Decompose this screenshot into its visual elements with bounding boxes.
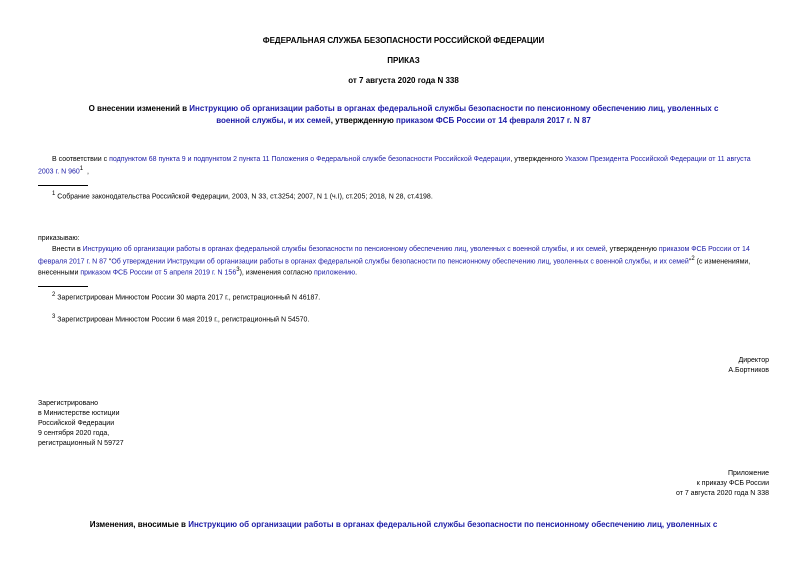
footnote-2: [52, 292, 320, 301]
order-amendment-link[interactable]: приказом ФСБ России от 5 апреля 2019 г. N 156: [80, 269, 237, 277]
registration-line1: Зарегистрировано: [38, 400, 98, 407]
registration-line5: регистрационный N 59727: [38, 440, 124, 447]
order-text3: ": [106, 258, 112, 266]
footnote-text-3: Зарегистрирован Минюстом России 6 мая 2019 г., регистрационный N 54570.: [57, 316, 310, 324]
changes-title-prefix: Изменения, вносимые в: [89, 520, 189, 529]
changes-instruction-link[interactable]: Инструкцию об организации работы в органах федеральной службы безопасности по пенсионному обеспечению лиц, уволенных с: [188, 520, 718, 529]
footnote-ref-3[interactable]: 3: [236, 267, 240, 273]
appendix-line1: Приложение: [727, 470, 769, 477]
order-text8: .: [355, 269, 358, 277]
order-line3: [38, 267, 357, 276]
doc-title: [0, 104, 807, 113]
title-order-link[interactable]: приказом ФСБ России от 14 февраля 2017 г. N 87: [396, 116, 591, 125]
footnote-3: [52, 314, 309, 323]
appendix-line3: от 7 августа 2020 года N 338: [675, 490, 769, 497]
order-text6: внесенными: [38, 269, 81, 277]
registration-line3: Российской Федерации: [38, 420, 115, 427]
title-instruction-link-cont[interactable]: военной службы, и их семей: [216, 116, 331, 125]
doc-type: ПРИКАЗ: [387, 56, 420, 65]
footnote-1: [52, 191, 433, 200]
footnote-divider-2: [38, 286, 88, 287]
order-line2: [38, 256, 750, 265]
order-order-link[interactable]: приказом ФСБ России от 14: [658, 246, 750, 253]
footnote-text-2: Зарегистрирован Минюстом России 30 марта 2017 г., регистрационный N 46187.: [57, 294, 321, 302]
preamble-line1: [52, 156, 751, 163]
footnote-mark-3: 3: [52, 314, 56, 320]
registration-line2: в Министерстве юстиции: [38, 410, 120, 417]
title-instruction-link[interactable]: Инструкцию об организации работы в органах федеральной службы безопасности по пенсионному обеспечению лиц, уволенных с: [189, 104, 719, 113]
order-text4: ": [688, 258, 692, 266]
title-prefix: О внесении изменений в: [88, 104, 190, 113]
changes-title: [0, 520, 807, 529]
preamble-decree-link[interactable]: Указом Президента Российской Федерации от 11 августа: [564, 156, 751, 163]
signature-position: Директор: [738, 357, 769, 364]
order-word: приказываю:: [38, 235, 80, 242]
footnote-mark-1: 1: [52, 191, 56, 197]
order-title-link[interactable]: Об утверждении Инструкции об организации работы в органах федеральной службы безопасности по пенсионному обеспечению лиц, уволенных с военной службы, и их семей: [111, 258, 689, 266]
preamble-text2: , утвержденного: [510, 156, 565, 163]
agency-name: ФЕДЕРАЛЬНАЯ СЛУЖБА БЕЗОПАСНОСТИ РОССИЙСКОЙ ФЕДЕРАЦИИ: [262, 36, 545, 45]
appendix-line2: к приказу ФСБ России: [696, 480, 769, 487]
footnote-mark-2: 2: [52, 292, 56, 298]
order-order-link-cont[interactable]: февраля 2017 г. N 87: [38, 258, 107, 266]
footnote-divider: [38, 185, 88, 186]
order-text7: ), изменения согласно: [239, 269, 314, 277]
registration-line4: 9 сентября 2020 года,: [38, 430, 110, 437]
order-text5: (с изменениями,: [694, 258, 751, 266]
title-middle: , утвержденную: [330, 116, 397, 125]
footnote-ref-1[interactable]: 1: [79, 166, 84, 172]
preamble-text: В соответствии с: [52, 156, 110, 163]
order-line1: [52, 246, 750, 253]
footnote-text-1: Собрание законодательства Российской Федерации, 2003, N 33, ст.3254; 2007, N 1 (ч.I), ст.205; 2018, N 28, ст.4198.: [57, 193, 433, 201]
doc-title-line2: [0, 116, 807, 125]
order-text2: , утвержденную: [605, 246, 659, 253]
preamble-text3: ,: [87, 168, 89, 176]
preamble-line2: [38, 166, 89, 175]
preamble-decree-link-cont[interactable]: 2003 г. N 960: [38, 168, 80, 176]
footnote-ref-2[interactable]: 2: [691, 256, 695, 262]
appendix-link[interactable]: приложению: [313, 269, 356, 277]
doc-date: от 7 августа 2020 года N 338: [348, 76, 459, 85]
order-text1: Внести в: [52, 246, 83, 253]
signature-name: А.Бортников: [728, 367, 769, 374]
preamble-regulation-link[interactable]: подпунктом 68 пункта 9 и подпунктом 2 пункта 11 Положения о Федеральной службе безопасности Российской Федерации: [109, 156, 511, 163]
order-instruction-link[interactable]: Инструкцию об организации работы в органах федеральной службы безопасности по пенсионному обеспечению лиц, уволенных с военной службы, и их семей: [82, 246, 606, 253]
